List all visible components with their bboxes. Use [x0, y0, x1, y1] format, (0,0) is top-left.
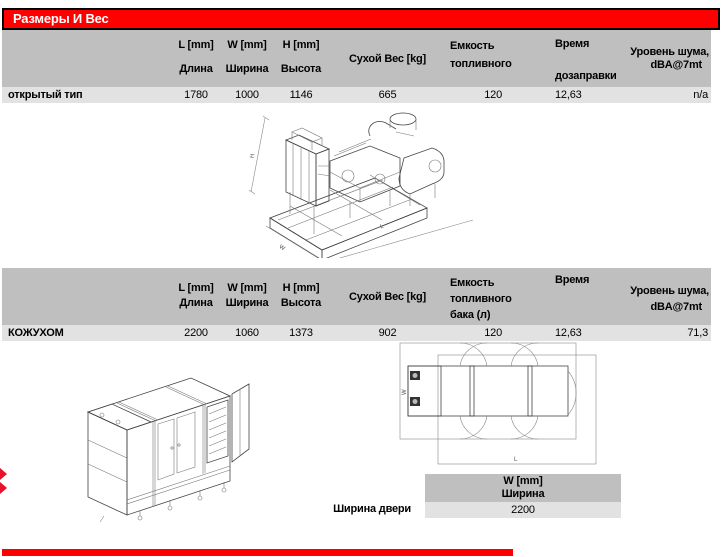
col-rowlabel-spacer — [2, 268, 170, 325]
page-edge-marker — [0, 467, 9, 497]
canopy-noise-value: 71,3 — [687, 327, 708, 339]
dim-label-h: H — [249, 153, 257, 159]
dim-label-l: L — [379, 223, 385, 231]
canopy-genset-drawing — [60, 352, 255, 532]
col-header-fuel-tank-capacity: Емкость топливного бака (л) — [450, 277, 512, 321]
canopy-row — [2, 325, 711, 341]
top-dim-label-w: W — [402, 389, 408, 395]
door-width-value: 2200 — [425, 502, 621, 518]
open-fuel-capacity-value: 120 — [484, 89, 502, 101]
row-label-canopy: КОЖУХОМ — [8, 327, 64, 339]
canopy-height-value: 1373 — [289, 327, 313, 339]
col-header-noise-level: Уровень шума, dBA@7mt — [630, 285, 709, 313]
bottom-section-bar — [2, 549, 513, 556]
canopy-dry-weight-value: 902 — [378, 327, 397, 339]
section-title: Размеры И Вес — [13, 11, 109, 26]
open-dry-weight-value: 665 — [378, 89, 397, 101]
col-header-width: W [mm] Ширина — [225, 39, 269, 75]
open-type-table-header — [2, 30, 711, 87]
col-header-length: L [mm] Длина — [178, 282, 214, 309]
col-header-dry-weight: Сухой Вес [kg] — [348, 52, 427, 65]
col-header-refuel-time: Время дозаправки — [555, 38, 617, 82]
col-header-height: H [mm] Высота — [280, 282, 322, 309]
top-view-drawing — [398, 341, 600, 469]
row-label-open-type: открытый тип — [8, 89, 83, 101]
col-header-width: W [mm] Ширина — [225, 282, 269, 309]
col-header-length: L [mm] Длина — [178, 39, 214, 75]
section-title-bar — [2, 8, 720, 30]
dim-label-w: W — [277, 244, 286, 253]
col-header-dry-weight: Сухой Вес [kg] — [348, 290, 427, 303]
col-rowlabel-spacer — [2, 30, 170, 87]
canopy-length-value: 2200 — [184, 327, 208, 339]
top-dim-label-l: L — [514, 457, 518, 463]
open-type-row — [2, 87, 711, 103]
door-width-table — [425, 474, 621, 518]
col-header-height: H [mm] Высота — [280, 39, 322, 75]
canopy-table-header — [2, 268, 711, 325]
open-genset-drawing — [230, 106, 488, 258]
col-header-refuel-time: Время — [555, 274, 590, 286]
canopy-fuel-capacity-value: 120 — [484, 327, 502, 339]
door-width-label: Ширина двери — [333, 503, 411, 515]
open-width-value: 1000 — [235, 89, 259, 101]
canopy-width-value: 1060 — [235, 327, 259, 339]
col-header-fuel-capacity: Емкость топливного — [450, 40, 512, 70]
col-header-noise-level: Уровень шума, dBA@7mt — [630, 46, 709, 71]
canopy-refuel-time-value: 12,63 — [555, 327, 582, 339]
open-refuel-time-value: 12,63 — [555, 89, 582, 101]
open-noise-value: n/a — [693, 89, 708, 101]
open-height-value: 1146 — [289, 89, 313, 101]
open-length-value: 1780 — [184, 89, 208, 101]
door-width-header: W [mm] Ширина — [425, 474, 621, 502]
